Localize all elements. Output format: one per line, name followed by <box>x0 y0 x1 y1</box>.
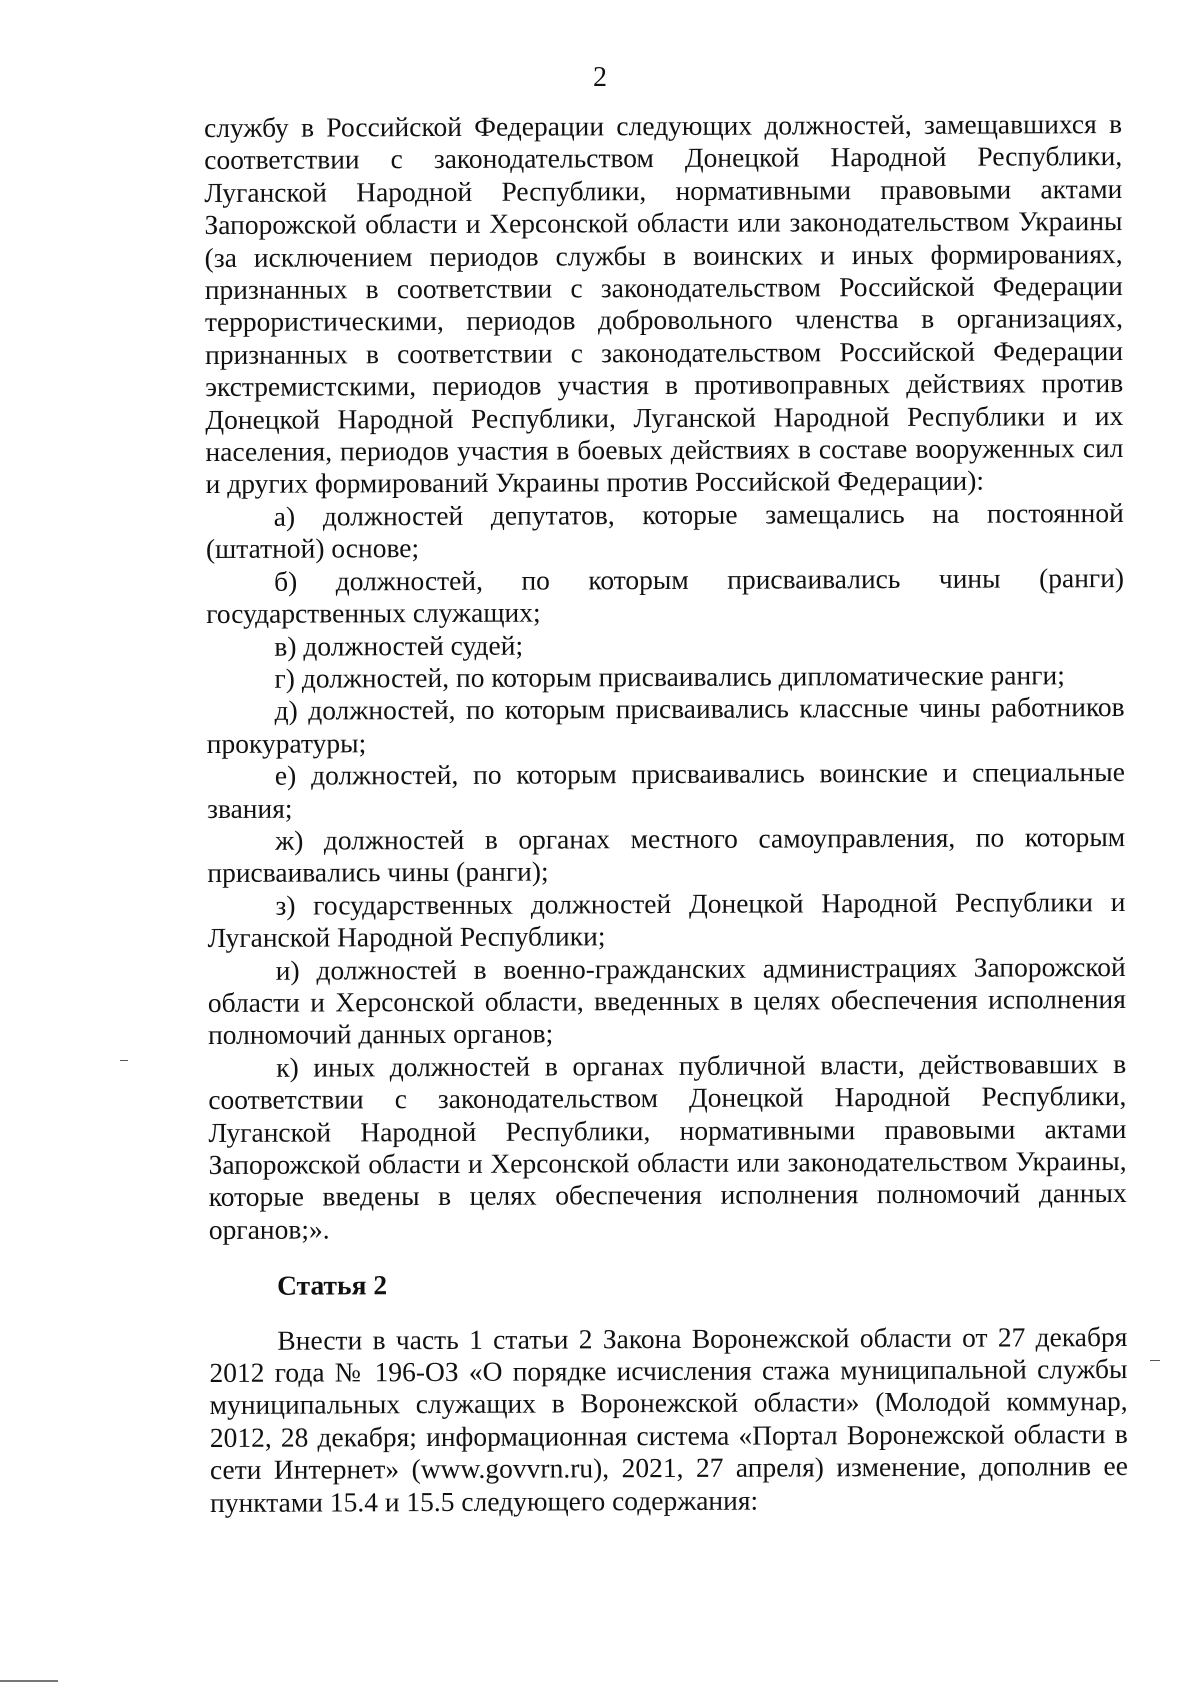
list-item-b: б) должностей, по которым присваивались чины (ранги) государственных служащих; <box>206 561 1125 630</box>
article-paragraph: Внести в часть 1 статьи 2 Закона Воронежской области от 27 декабря 2012 года № 196-ОЗ «О порядке исчисления стажа муниципальной службы муниципальных служащих в Воронежской области» (Молодой коммунар, 2012, 28 декабря; информационная система «Портал Воронежской области в сети Интернет» (www.govvrn.ru), 2021, 27 апреля) изменение, дополнив ее пунктами 15.4 и 15.5 следующего содержания: <box>209 1320 1128 1518</box>
list-item-d: д) должностей, по которым присваивались классные чины работников прокуратуры; <box>206 691 1125 759</box>
page-number: 2 <box>593 62 607 93</box>
paragraph-continuation: службу в Российской Федерации следующих должностей, замещавшихся в соответствии с законодательством Донецкой Народной Республики, Луганской Народной Республики, нормативными правовыми актами Запорожской области и Херсонской области или законодательством Украины (за исключением периодов службы в воинских и иных формированиях, признанных в соответствии с законодательством Российской Федерации террористическими, периодов добровольного членства в организациях, признанных в соответствии с законодательством Российской Федерации экстремистскими, периодов участия в противоправных действиях против Донецкой Народной Республики, Луганской Народной Республики и их населения, периодов участия в боевых действиях в составе вооруженных сил и других формирований Украины против Российской Федерации): <box>204 107 1124 500</box>
list-item-v: в) должностей судей; <box>274 629 524 662</box>
list-item-z: з) государственных должностей Донецкой Народной Республики и Луганской Народной Республики; <box>207 885 1126 954</box>
list-item-a: а) должностей депутатов, которые замещались на постоянной (штатной) основе; <box>205 496 1124 565</box>
scan-artifact-left <box>120 1060 128 1061</box>
scan-artifact-right <box>1150 1360 1160 1361</box>
article-heading: Статья 2 <box>277 1269 388 1301</box>
list-item-g: г) должностей, по которым присваивались дипломатические ранги; <box>274 659 1065 694</box>
list-item-e: е) должностей, по которым присваивались воинские и специальные звания; <box>206 756 1125 824</box>
list-item-i: и) должностей в военно-гражданских администрациях Запорожской области и Херсонской области, введенных в целях обеспечения исполнения полномочий данных органов; <box>207 950 1126 1051</box>
list-item-k: к) иных должностей в органах публичной власти, действовавших в соответствии с законодательством Донецкой Народной Республики, Луганской Народной Республики, нормативными правовыми актами Запорожской области и Херсонской области или законодательством Украины, которые введены в целях обеспечения исполнения полномочий данных органов;». <box>208 1047 1127 1245</box>
scan-artifact-bottom <box>0 1680 58 1682</box>
document-body <box>204 108 1128 1519</box>
list-item-zh: ж) должностей в органах местного самоуправления, по которым присваивались чины (ранги); <box>207 820 1126 889</box>
